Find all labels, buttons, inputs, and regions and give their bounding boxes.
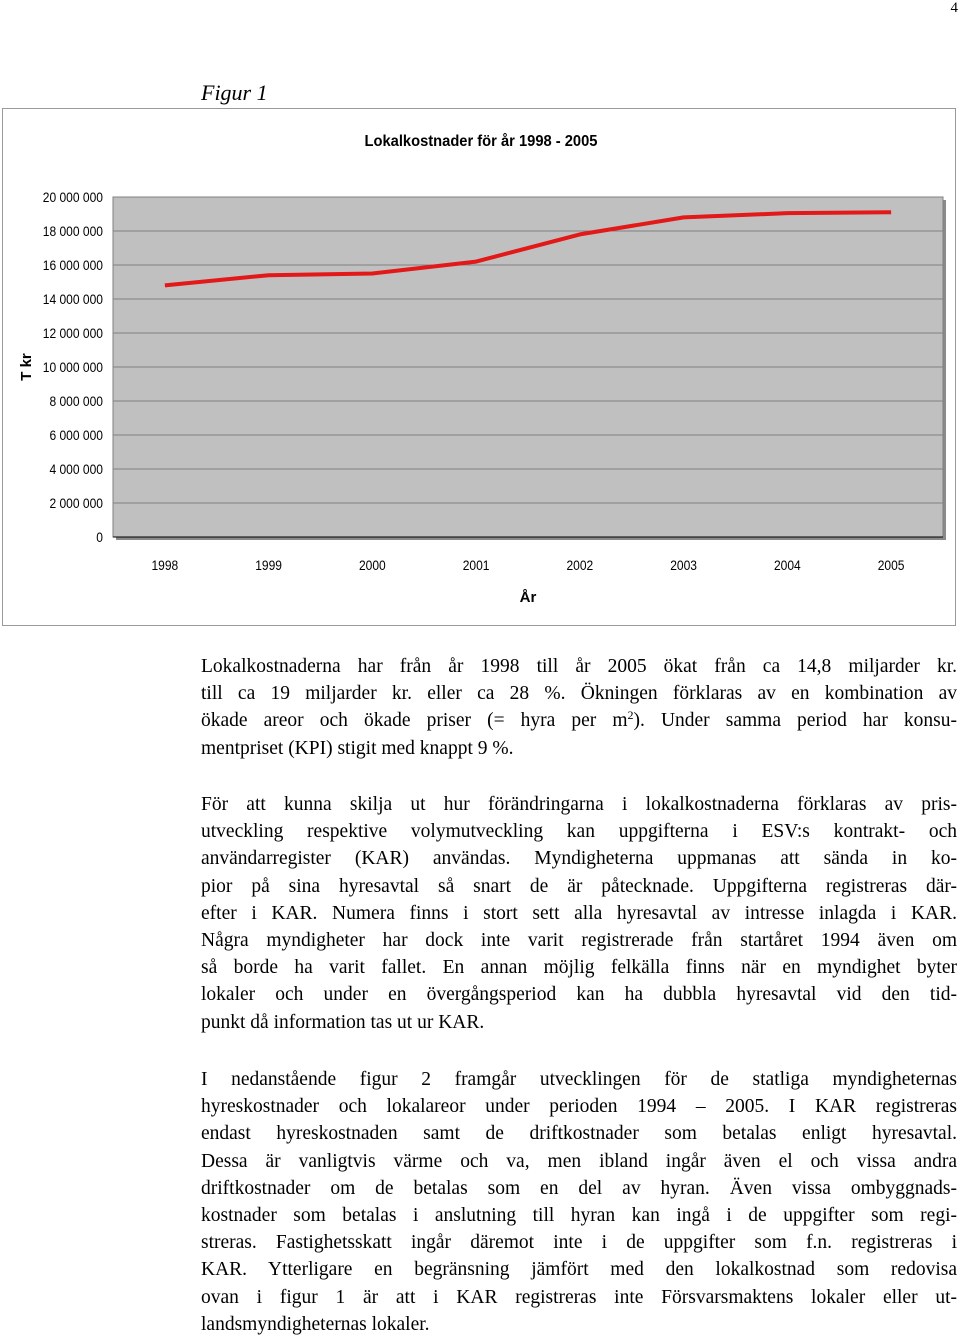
text-line: KAR. Ytterligare en begränsning jämfört med den lokalkostnad som redovisa — [201, 1259, 957, 1281]
paragraph-3 — [201, 1066, 957, 1338]
text-fragment: ökade areor och ökade priser (= hyra per m — [201, 710, 628, 732]
y-tick-label: 4 000 000 — [49, 461, 103, 478]
text-line: till ca 19 miljarder kr. eller ca 28 %. Ökningen förklaras av en kombination av — [201, 683, 957, 705]
text-line: Lokalkostnaderna har från år 1998 till år 2005 ökat från ca 14,8 miljarder kr. — [201, 656, 957, 677]
y-tick-label: 6 000 000 — [49, 427, 103, 444]
y-axis-label: T kr — [18, 353, 35, 381]
text-line: driftkostnader om de betalas som en del av hyran. Även vissa ombyggnads- — [201, 1177, 957, 1199]
x-tick-label: 2002 — [566, 557, 594, 574]
text-line: landsmyndigheternas lokaler. — [201, 1313, 430, 1335]
text-line: kostnader som betalas i anslutning till hyran kan ingå i de uppgifter som regi- — [201, 1205, 957, 1227]
y-tick-label: 16 000 000 — [42, 257, 103, 274]
line-chart — [3, 109, 955, 625]
page-number: 4 — [950, 0, 958, 16]
figure-label: Figur 1 — [201, 80, 268, 105]
text-line: För att kunna skilja ut hur förändringarna i lokalkostnaderna förklaras av pris- — [201, 794, 957, 815]
x-tick-label: 2004 — [773, 557, 801, 574]
y-tick-label: 10 000 000 — [42, 359, 103, 376]
x-tick-label: 2003 — [670, 557, 698, 574]
y-tick-label: 20 000 000 — [42, 189, 103, 206]
y-tick-label: 12 000 000 — [42, 325, 103, 342]
chart-title: Lokalkostnader för år 1998 - 2005 — [364, 132, 598, 151]
text-line: Dessa är vanligtvis värme och va, men ibland ingår även el och vissa andra — [201, 1150, 957, 1172]
text-line: Några myndigheter har dock inte varit registrerade från startåret 1994 även om — [201, 930, 957, 952]
paragraph-1 — [201, 653, 957, 762]
text-line: efter i KAR. Numera finns i stort sett alla hyresavtal av intresse inlagda i KAR. — [201, 902, 957, 924]
x-tick-label: 2001 — [462, 557, 490, 574]
text-line: endast hyreskostnaden samt de driftkostnader som betalas enligt hyresavtal. — [201, 1123, 957, 1145]
y-tick-label: 0 — [96, 529, 103, 546]
x-axis-label: År — [519, 589, 537, 606]
text-line: mentpriset (KPI) stigit med knappt 9 %. — [201, 737, 514, 759]
paragraph-2 — [201, 791, 957, 1036]
text-fragment: ). Under samma period har konsu- — [633, 710, 957, 732]
text-line: lokaler och under en övergångsperiod kan ha dubbla hyresavtal vid den tid- — [201, 984, 957, 1006]
text-line: ovan i figur 1 är att i KAR registreras inte Försvarsmaktens lokaler eller ut- — [201, 1286, 957, 1308]
x-tick-label: 2000 — [358, 557, 386, 574]
text-line: I nedanstående figur 2 framgår utvecklingen för de statliga myndigheternas — [201, 1069, 957, 1090]
superscript: 2 — [627, 708, 634, 723]
text-line — [201, 707, 957, 734]
text-line: punkt då information tas ut ur KAR. — [201, 1011, 485, 1033]
y-tick-label: 18 000 000 — [42, 223, 103, 240]
text-line: pior på sina hyresavtal så snart de är påtecknade. Uppgifterna registreras där- — [201, 875, 957, 897]
y-tick-label: 8 000 000 — [49, 393, 103, 410]
text-line: utveckling respektive volymutveckling kan uppgifterna i ESV:s kontrakt- och — [201, 821, 957, 843]
text-line: streras. Fastighetsskatt ingår däremot inte i de uppgifter som f.n. registreras i — [201, 1232, 957, 1254]
chart-frame — [2, 108, 956, 626]
y-tick-label: 2 000 000 — [49, 495, 103, 512]
y-tick-label: 14 000 000 — [42, 291, 103, 308]
x-tick-label: 1998 — [151, 557, 179, 574]
text-line: användarregister (KAR) användas. Myndigheterna uppmanas att sända in ko- — [201, 848, 957, 870]
x-tick-label: 2005 — [877, 557, 905, 574]
text-line: så borde ha varit fallet. En annan möjlig felkälla finns när en myndighet byter — [201, 957, 957, 979]
x-tick-label: 1999 — [255, 557, 283, 574]
text-line: hyreskostnader och lokalareor under perioden 1994 – 2005. I KAR registreras — [201, 1096, 957, 1118]
